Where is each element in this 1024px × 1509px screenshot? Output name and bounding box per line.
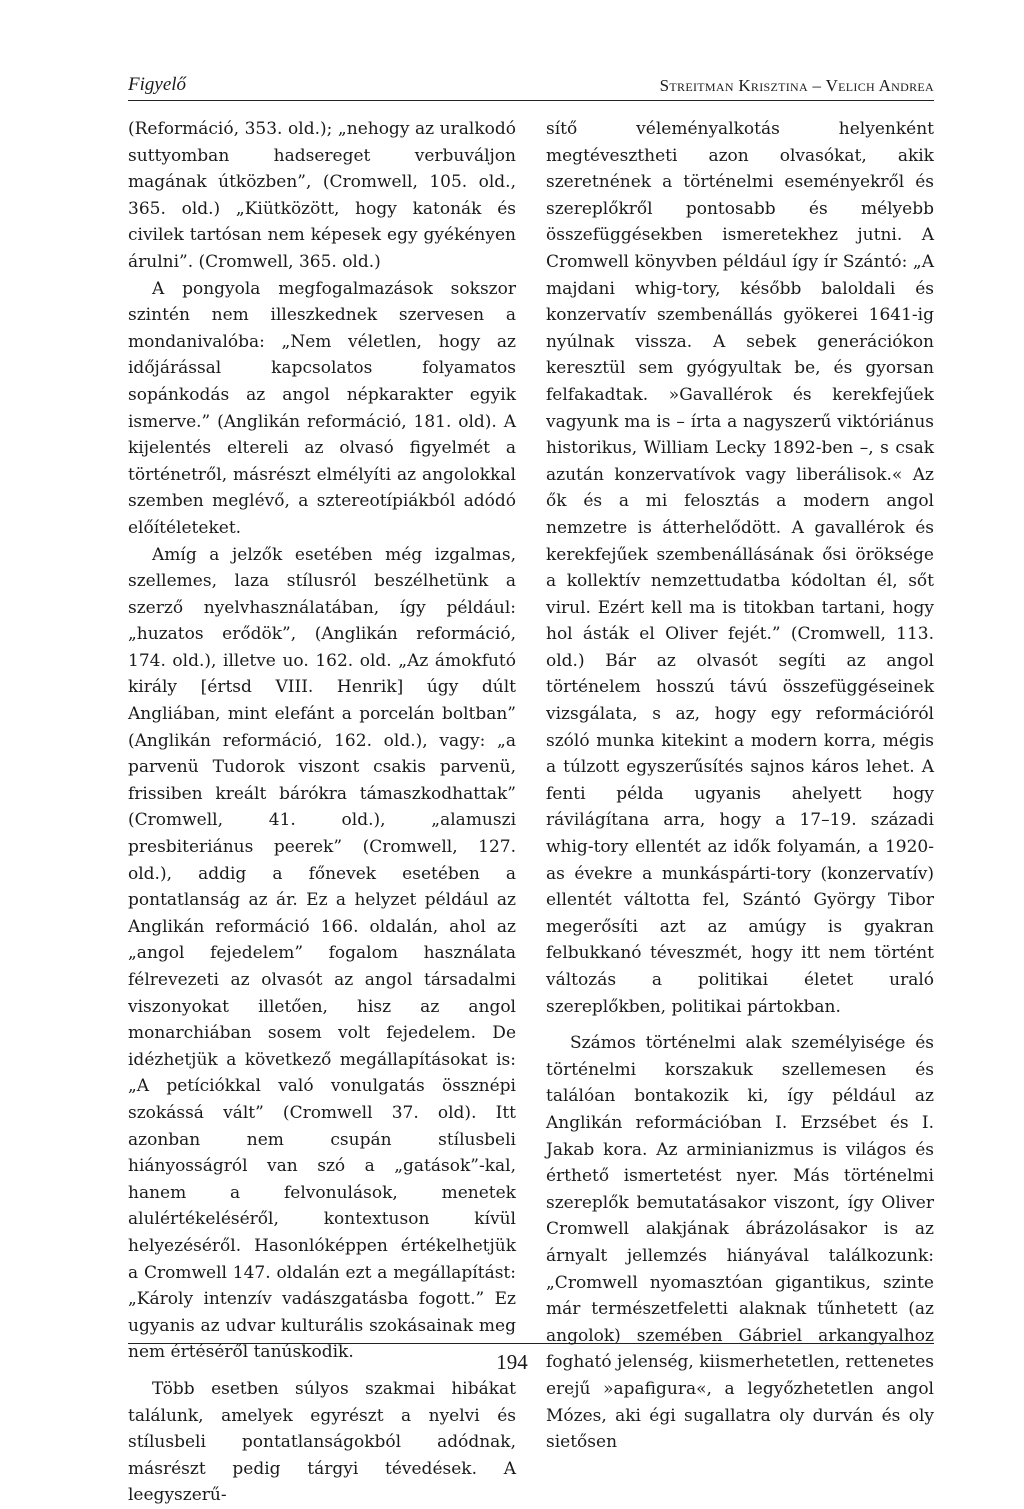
- section-title: Figyelő: [128, 74, 187, 95]
- page-number: 194: [496, 1350, 528, 1374]
- authors: Streitman Krisztina – Velich Andrea: [659, 76, 934, 95]
- paragraph: A pongyola megfogalmazások sokszor szintén nem illeszkednek szervesen a mondanivalóba: „Nem véletlen, hogy az időjárással kapcsolatos folyamatos sopánkodás az angol népkarakter egyik ismerve.” (Anglikán reformáció, 181. old). A kijelentés eltereli az olvasó figyelmét a történetről, másrészt elmélyíti az angolokkal szemben meglévő, a sztereotípiákból adódó előítéleteket.: [128, 278, 516, 538]
- paragraph: sítő véleményalkotás helyenként megtévesztheti azon olvasókat, akik szeretnének a történelmi eseményekről és szereplőkről pontosabb és mélyebb összefüggésekben ismeretekhez jutni. A Cromwell könyvben például így ír Szántó: „A majdani whig-tory, később baloldali és konzervatív szembenállás gyökerei 1641-ig nyúlnak vissza. A sebek generációkon keresztül sem gyógyultak be, és gyorsan felfakadtak. »Gavallérok és kerekfejűek vagyunk ma is – írta a nagyszerű viktóriánus historikus, William Lecky 1892-ben –, s csak azután konzervatívok vagy liberálisok.« Az ők és a mi felosztás a modern angol nemzetre is átterhelődött. A gavallérok és kerekfejűek szembenállásának ősi öröksége a kollektív nemzettudatba kódoltan él, sőt virul. Ezért kell ma is titokban tartani, hogy hol ásták el Oliver fejét.” (Cromwell, 113. old.) Bár az olvasót segíti az angol történelem hosszú távú összefüggéseinek vizsgálata, s az, hogy egy reformációról szóló munka kitekint a modern korra, mégis a túlzott egyszerűsítés sajnos káros lehet. A fenti példa ugyanis ahelyett hogy rávilágítana arra, hogy a 17–19. századi whig-tory ellentét az idők folyamán, a 1920-as évekre a munkáspárti-tory (konzervatív) ellentét váltotta fel, Szántó György Tibor megerősíti azt az amúgy is gyakran felbukkanó téveszmét, hogy itt nem történt változás a politikai életet uraló szereplőkben, politikai pártokban.: [546, 119, 934, 1017]
- left-column: [128, 116, 516, 1509]
- right-column: [546, 116, 934, 1456]
- paragraph: Több esetben súlyos szakmai hibákat találunk, amelyek egyrészt a nyelvi és stílusbeli pontatlanságokból adódnak, másrészt pedig tárgyi tévedések. A leegyszerű-: [128, 1378, 516, 1506]
- paragraph: (Reformáció, 353. old.); „nehogy az uralkodó suttyomban hadsereget verbuváljon magának útközben”, (Cromwell, 105. old., 365. old.) „Kiütközött, hogy katonák és civilek tartósan nem képesek egy gyékényen árulni”. (Cromwell, 365. old.): [128, 119, 516, 272]
- paragraph: Amíg a jelzők esetében még izgalmas, szellemes, laza stílusról beszélhetünk a szerző nyelvhasználatában, így például: „huzatos erődök”, (Anglikán reformáció, 174. old.), illetve uo. 162. old. „Az ámokfutó király [értsd VIII. Henrik] úgy dúlt Angliában, mint elefánt a porcelán boltban” (Anglikán reformáció, 162. old.), vagy: „a parvenü Tudorok viszont csakis parvenü, frissiben kreált bárókra támaszkodhattak” (Cromwell, 41. old.), „alamuszi presbiteriánus peerek” (Cromwell, 127. old.), addig a főnevek esetében a pontatlanság az ár. Ez a helyzet például az Anglikán reformáció 166. oldalán, ahol az „angol fejedelem” fogalom használata félrevezeti az olvasót az angol társadalmi viszonyokat illetően, hisz az angol monarchiában sosem volt fejedelem. De idézhetjük a következő megállapításokat is: „A petíciókkal való vonulgatás össznépi szokássá vált” (Cromwell 37. old). Itt azonban nem csupán stílusbeli hiányosságról van szó a „gatások”-kal, hanem a felvonulások, menetek alulértékeléséről, kontextuson kívül helyezéséről. Hasonlóképpen értékelhetjük a Cromwell 147. oldalán ezt a megállapítást: „Károly intenzív vadászgatásba fogott.” Ez ugyanis az udvar kulturális szokásainak meg nem értéséről tanúskodik.: [128, 544, 516, 1363]
- footer-divider: [128, 1343, 934, 1344]
- paragraph: Számos történelmi alak személyisége és történelmi korszakuk szellemesen és találóan bontakozik ki, így például az Anglikán reformációban I. Erzsébet és I. Jakab kora. Az arminianizmus is világos és érthető ismertetést nyer. Más történelmi szereplők bemutatásakor viszont, így Oliver Cromwell alakjának ábrázolásakor is az árnyalt jellemzés hiányával találkozunk: „Cromwell nyomasztóan gigantikus, szinte már természetfeletti alaknak tűnhetett (az angolok) szemében Gábriel arkangyalhoz fogható jelenség, kiismerhetetlen, rettenetes erejű »apafigura«, a legyőzhetetlen angol Mózes, aki égi sugallatra oly durván és oly sietősen: [546, 1033, 934, 1453]
- running-header: [128, 70, 934, 101]
